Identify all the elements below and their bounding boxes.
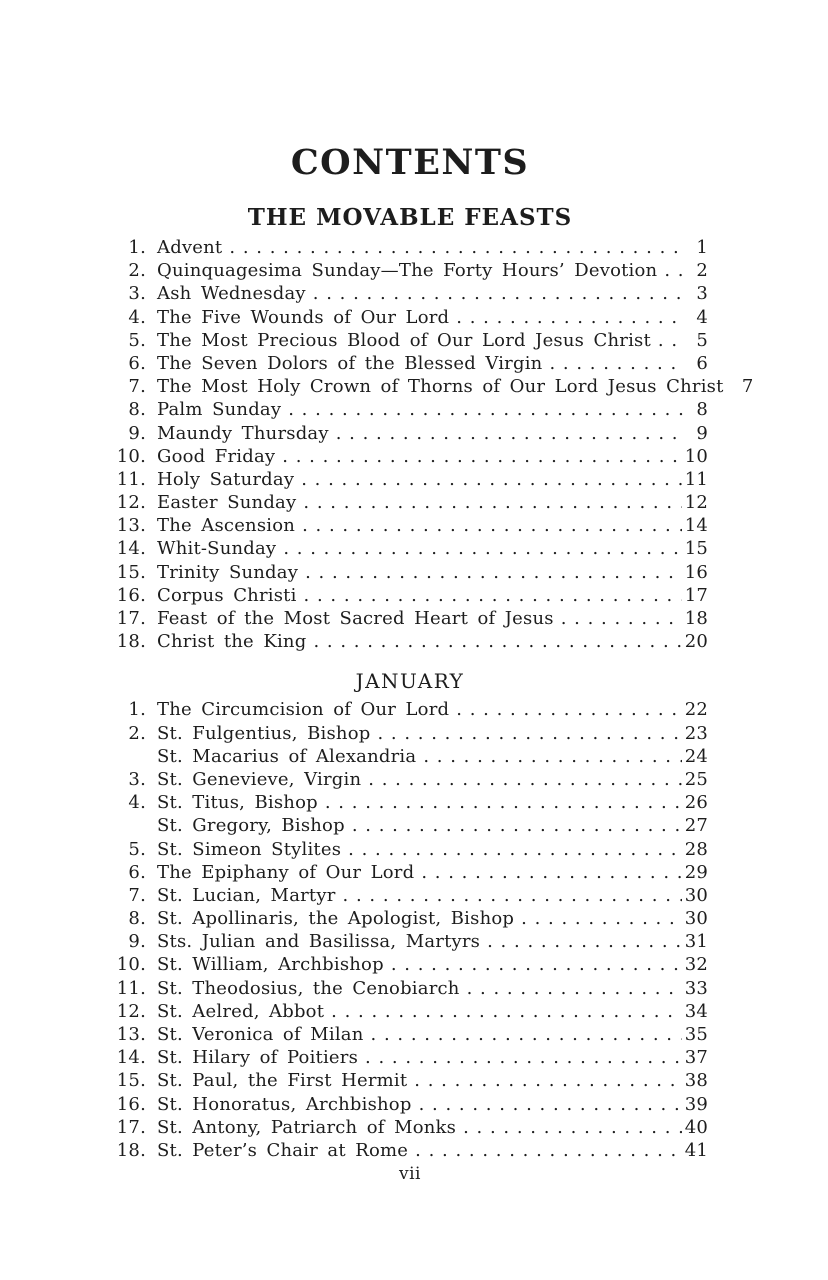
entry-page-number: 7 xyxy=(741,376,754,398)
toc-entry-row xyxy=(112,838,708,861)
entry-title: The Most Holy Crown of Thorns of Our Lord Jesus Christ xyxy=(157,376,724,398)
entry-number: 4. xyxy=(128,792,146,814)
entry-number: 16. xyxy=(116,1093,146,1115)
entry-number: 4. xyxy=(128,306,146,328)
dot-leader xyxy=(423,745,681,768)
toc-entry-row xyxy=(112,698,708,721)
toc-entry-row xyxy=(112,398,708,421)
entry-title: The Circumcision of Our Lord xyxy=(157,699,450,721)
toc-entry-row xyxy=(112,422,708,445)
entry-page-number: 1 xyxy=(696,237,708,258)
entry-list xyxy=(112,698,708,1162)
toc-entry-row xyxy=(112,930,708,953)
entry-number: 7. xyxy=(128,884,146,906)
entry-number: 16. xyxy=(116,584,146,606)
page-title: CONTENTS xyxy=(290,142,530,183)
entry-number: 7. xyxy=(128,376,146,398)
entry-title: The Seven Dolors of the Blessed Virgin xyxy=(157,352,543,374)
dot-leader xyxy=(377,722,681,745)
toc-entry-row xyxy=(112,722,708,745)
toc-entry-row xyxy=(112,791,708,814)
entry-title: Ash Wednesday xyxy=(157,283,306,305)
entry-number: 14. xyxy=(116,538,146,560)
entry-title: St. Fulgentius, Bishop xyxy=(157,722,371,744)
dot-leader xyxy=(303,491,681,514)
dot-leader xyxy=(658,329,685,352)
entry-title: Palm Sunday xyxy=(157,399,282,421)
entry-title: Advent xyxy=(157,237,223,258)
toc-entry-row xyxy=(112,1046,708,1069)
entry-title: Good Friday xyxy=(157,445,276,467)
entry-title: St. Lucian, Martyr xyxy=(157,884,336,906)
dot-leader xyxy=(561,607,682,630)
toc-entry-row xyxy=(112,1000,708,1023)
entry-title: Christ the King xyxy=(157,631,307,653)
entry-title: The Ascension xyxy=(157,515,296,537)
toc-entry-row xyxy=(112,445,708,468)
entry-title: St. Aelred, Abbot xyxy=(157,1000,325,1022)
toc-entry-row xyxy=(112,814,708,837)
entry-number: 18. xyxy=(116,631,146,653)
entry-title: St. Titus, Bishop xyxy=(157,792,318,814)
footer-page-number: vii xyxy=(399,1164,421,1185)
toc-entry-row xyxy=(112,491,708,514)
entry-number: 11. xyxy=(116,468,146,490)
entry-number: 13. xyxy=(116,515,146,537)
entry-title: The Five Wounds of Our Lord xyxy=(157,306,450,328)
entry-title: The Most Precious Blood of Our Lord Jesus Christ xyxy=(157,329,651,351)
entry-title: St. Simeon Stylites xyxy=(157,838,342,860)
toc-entry-row xyxy=(112,1069,708,1092)
dot-leader xyxy=(371,1023,682,1046)
entry-page-number: 34 xyxy=(684,1000,708,1022)
entry-number: 3. xyxy=(128,283,146,305)
entry-number: 12. xyxy=(116,492,146,514)
dot-leader xyxy=(283,537,681,560)
entry-page-number: 30 xyxy=(684,884,708,906)
toc-entry-row xyxy=(112,977,708,1000)
entry-page-number: 31 xyxy=(684,931,708,953)
dot-leader xyxy=(325,791,682,814)
entry-number: 3. xyxy=(128,768,146,790)
entry-page-number: 37 xyxy=(684,1047,708,1069)
entry-number: 11. xyxy=(116,977,146,999)
dot-leader xyxy=(487,930,682,953)
entry-page-number: 16 xyxy=(684,561,708,583)
entry-number: 9. xyxy=(128,931,146,953)
toc-entry-row xyxy=(112,514,708,537)
entry-title: Maundy Thursday xyxy=(157,422,329,444)
entry-number: 6. xyxy=(128,352,146,374)
entry-page-number: 33 xyxy=(684,977,708,999)
dot-leader xyxy=(352,814,682,837)
entry-title: St. Antony, Patriarch of Monks xyxy=(157,1116,457,1138)
entry-number: 13. xyxy=(116,1024,146,1045)
toc-section xyxy=(112,204,754,653)
entry-number: 18. xyxy=(116,1139,146,1161)
toc-entry-row xyxy=(112,282,708,305)
toc-entry-row xyxy=(112,907,708,930)
entry-title: St. Macarius of Alexandria xyxy=(157,745,417,767)
entry-page-number: 23 xyxy=(684,722,708,744)
entry-title: Whit-Sunday xyxy=(157,538,277,560)
entry-page-number: 2 xyxy=(696,260,708,282)
toc-entry-row xyxy=(112,1093,708,1116)
section-heading: THE MOVABLE FEASTS xyxy=(247,204,573,231)
dot-leader xyxy=(313,630,681,653)
toc-entry-row xyxy=(112,584,708,607)
entry-page-number: 14 xyxy=(684,515,708,537)
dot-leader xyxy=(549,352,685,375)
dot-leader xyxy=(348,838,682,861)
dot-leader xyxy=(343,884,682,907)
entry-number: 9. xyxy=(128,422,146,444)
entry-title: St. Genevieve, Virgin xyxy=(157,768,362,790)
dot-leader xyxy=(456,306,685,329)
entry-number: 15. xyxy=(116,1070,146,1092)
dot-leader xyxy=(229,236,685,259)
toc-entry-row xyxy=(112,329,708,352)
entry-page-number: 15 xyxy=(684,538,708,560)
toc-entry-row xyxy=(112,375,754,398)
dot-leader xyxy=(415,1139,682,1162)
entry-page-number: 28 xyxy=(684,838,708,860)
entry-title: St. Veronica of Milan xyxy=(157,1024,364,1045)
toc-entry-row xyxy=(112,953,708,976)
dot-leader xyxy=(414,1069,681,1092)
toc-entry-row xyxy=(112,352,708,375)
entry-page-number: 8 xyxy=(696,399,708,421)
entry-page-number: 39 xyxy=(684,1093,708,1115)
entry-title: St. Apollinaris, the Apologist, Bishop xyxy=(157,908,515,930)
entry-page-number: 24 xyxy=(684,745,708,767)
entry-number: 15. xyxy=(116,561,146,583)
entry-page-number: 30 xyxy=(684,908,708,930)
toc-entry-row xyxy=(112,561,708,584)
entry-title: Corpus Christi xyxy=(157,584,297,606)
entry-title: Holy Saturday xyxy=(157,468,295,490)
entry-number: 8. xyxy=(128,399,146,421)
dot-leader xyxy=(288,398,685,421)
entry-list xyxy=(112,236,754,653)
toc-entry-row xyxy=(112,236,708,259)
toc-entry-row xyxy=(112,884,708,907)
toc-entry-row xyxy=(112,768,708,791)
entry-page-number: 40 xyxy=(684,1116,708,1138)
entry-number: 2. xyxy=(128,260,146,282)
dot-leader xyxy=(419,1093,682,1116)
dot-leader xyxy=(301,468,681,491)
entry-title: St. Theodosius, the Cenobiarch xyxy=(157,977,460,999)
dot-leader xyxy=(456,698,681,721)
entry-title: St. Honoratus, Archbishop xyxy=(157,1093,412,1115)
toc-entry-row xyxy=(112,1139,708,1162)
entry-title: St. William, Archbishop xyxy=(157,954,384,976)
entry-number: 10. xyxy=(116,954,146,976)
dot-leader xyxy=(305,561,682,584)
entry-page-number: 29 xyxy=(684,861,708,883)
entry-number: 1. xyxy=(128,699,146,721)
entry-page-number: 20 xyxy=(684,631,708,653)
dot-leader xyxy=(664,259,685,282)
toc-entry-row xyxy=(112,306,708,329)
toc-entry-row xyxy=(112,745,708,768)
entry-page-number: 27 xyxy=(684,815,708,837)
entry-page-number: 10 xyxy=(684,445,708,467)
entry-page-number: 22 xyxy=(684,699,708,721)
entry-page-number: 25 xyxy=(684,768,708,790)
entry-page-number: 41 xyxy=(684,1139,708,1161)
toc-section xyxy=(112,669,708,1162)
section-heading: JANUARY xyxy=(355,669,465,694)
dot-leader xyxy=(365,1046,682,1069)
entry-title: The Epiphany of Our Lord xyxy=(157,861,415,883)
entry-title: Easter Sunday xyxy=(157,492,297,514)
toc-entry-row xyxy=(112,537,708,560)
entry-number: 17. xyxy=(116,1116,146,1138)
toc-sections xyxy=(112,204,754,1162)
dot-leader xyxy=(463,1116,682,1139)
dot-leader xyxy=(467,977,682,1000)
toc-entry-row xyxy=(112,861,708,884)
toc-entry-row xyxy=(112,607,708,630)
entry-title: Quinquagesima Sunday—The Forty Hours’ Devotion xyxy=(157,260,658,282)
entry-page-number: 4 xyxy=(696,306,708,328)
entry-number: 12. xyxy=(116,1000,146,1022)
entry-number: 8. xyxy=(128,908,146,930)
dot-leader xyxy=(421,861,681,884)
entry-title: St. Hilary of Poitiers xyxy=(157,1047,359,1069)
entry-page-number: 35 xyxy=(684,1024,708,1045)
entry-number: 17. xyxy=(116,608,146,629)
dot-leader xyxy=(391,953,682,976)
entry-page-number: 3 xyxy=(696,283,708,305)
entry-page-number: 12 xyxy=(684,492,708,514)
entry-number: 6. xyxy=(128,861,146,883)
dot-leader xyxy=(304,584,682,607)
entry-page-number: 6 xyxy=(696,352,708,374)
entry-page-number: 26 xyxy=(684,792,708,814)
dot-leader xyxy=(302,514,682,537)
entry-page-number: 9 xyxy=(696,422,708,444)
entry-number: 5. xyxy=(128,838,146,860)
entry-title: Trinity Sunday xyxy=(157,561,299,583)
toc-entry-row xyxy=(112,259,708,282)
toc-entry-row xyxy=(112,630,708,653)
entry-title: Feast of the Most Sacred Heart of Jesus xyxy=(157,608,554,629)
toc-entry-row xyxy=(112,1116,708,1139)
dot-leader xyxy=(331,1000,682,1023)
dot-leader xyxy=(282,445,681,468)
entry-title: St. Peter’s Chair at Rome xyxy=(157,1139,409,1161)
entry-page-number: 5 xyxy=(696,329,708,351)
entry-page-number: 32 xyxy=(684,954,708,976)
entry-number: 10. xyxy=(116,445,146,467)
dot-leader xyxy=(336,422,685,445)
toc-entry-row xyxy=(112,1023,708,1046)
entry-number: 14. xyxy=(116,1047,146,1069)
entry-title: Sts. Julian and Basilissa, Martyrs xyxy=(157,931,481,953)
entry-page-number: 17 xyxy=(684,584,708,606)
dot-leader xyxy=(313,282,685,305)
entry-title: St. Paul, the First Hermit xyxy=(157,1070,408,1092)
entry-page-number: 38 xyxy=(684,1070,708,1092)
toc-entry-row xyxy=(112,468,708,491)
entry-number: 5. xyxy=(128,329,146,351)
entry-page-number: 11 xyxy=(684,468,708,490)
entry-number: 2. xyxy=(128,722,146,744)
dot-leader xyxy=(521,907,682,930)
entry-title: St. Gregory, Bishop xyxy=(157,815,345,837)
dot-leader xyxy=(368,768,681,791)
entry-number: 1. xyxy=(128,237,146,258)
entry-page-number: 18 xyxy=(684,608,708,629)
